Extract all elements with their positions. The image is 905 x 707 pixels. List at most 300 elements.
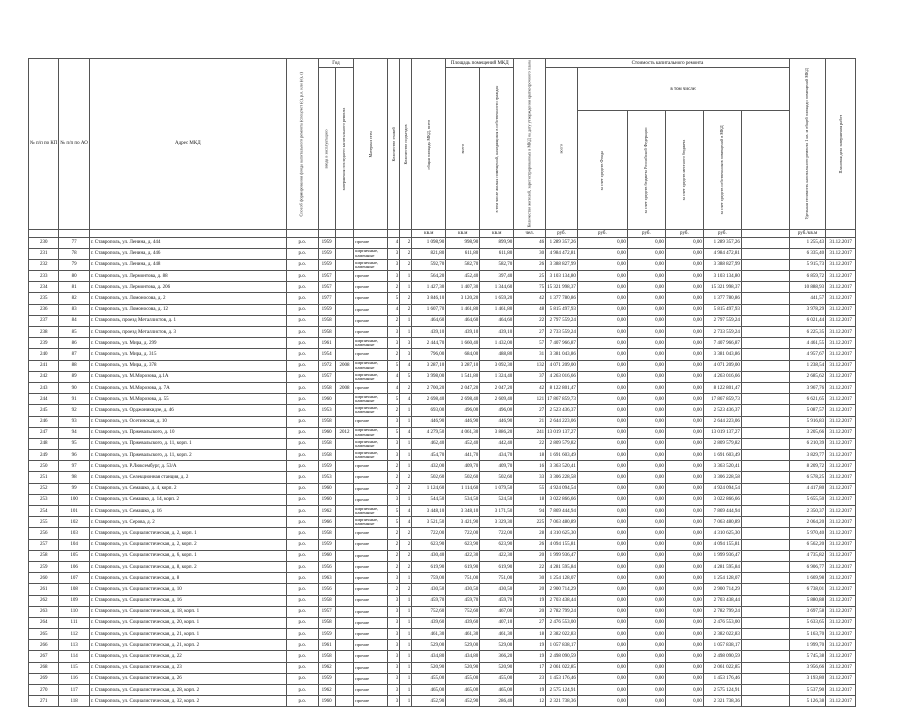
table-row [29,472,856,483]
cell-cost-owners: 2 809 579,82 [703,438,741,449]
cell-unit-cost: 3 967,76 [789,382,825,393]
cell-cost-local: 0,00 [665,573,703,584]
cell-cost-owners: 3 388 827,99 [703,259,741,270]
cell-year-repair [335,494,354,505]
cell-address: г. Ставрополь, ул. Мира, д. 315 [89,349,286,360]
cell-deadline: 31.12.2017 [826,640,856,651]
cell-address: г. Ставрополь, ул. Пржевальского, д. 11, корп. 2 [89,450,286,461]
cell-num-kp: 234 [29,282,59,293]
cell-cost-total: 4 263 016,66 [546,371,578,382]
cell-unit-cost: 4 735,82 [789,550,825,561]
cell-year-built: 1960 [318,427,335,438]
cell-num-kp: 240 [29,349,59,360]
cell-deadline: 31.12.2017 [826,662,856,673]
cell-unit-cost: 5 126,38 [789,696,825,707]
cell-cost-total: 2 575 124,91 [546,685,578,696]
cell-num-kp: 233 [29,271,59,282]
cell-floors: 2 [388,584,400,595]
cell-cost-local: 0,00 [665,494,703,505]
cell-spacer [741,539,789,550]
cell-year-repair: 2008 [335,382,354,393]
cell-cost-fund: 0,00 [577,461,627,472]
cell-cost-federal: 0,00 [627,360,665,371]
cell-wall-material: кирпичные, каменные [354,450,388,461]
cell-area-all: 1 407,30 [446,282,480,293]
cell-floors: 3 [388,617,400,628]
cell-area-all: 464,60 [446,315,480,326]
cell-year-built: 1958 [318,651,335,662]
cell-cost-fund: 0,00 [577,584,627,595]
cell-area-residential: 488,80 [480,349,514,360]
col-fund-method: Способ формирования фонда капитального ремонта (спецсчет (с), р.о. или (о), с) [286,59,318,230]
cell-year-built: 1966 [318,517,335,528]
cell-cost-local: 0,00 [665,427,703,438]
cell-address: г. Ставрополь, ул. Социалистическая, д. 6, корп. 1 [89,550,286,561]
cell-unit-cost: 1 669,98 [789,573,825,584]
cell-residents: 26 [514,259,546,270]
cell-num-kp: 244 [29,394,59,405]
cell-residents: 25 [514,271,546,282]
cell-unit-cost: 5 087,57 [789,405,825,416]
cell-fund-method: р.о. [286,327,318,338]
cell-cost-total: 13 019 137,27 [546,427,578,438]
cell-wall-material: прочие [354,685,388,696]
cell-year-built: 1958 [318,416,335,427]
cell-year-built: 1959 [318,629,335,640]
cell-address: г. Ставрополь, ул. М.Морозова, д. 7А [89,382,286,393]
cell-address: г. Ставрополь, ул. Социалистическая, д. 20, корп. 1 [89,617,286,628]
col-year-group: Год [318,59,354,68]
cell-cost-federal: 0,00 [627,506,665,517]
cell-cost-total: 2 733 559,24 [546,327,578,338]
table-row [29,673,856,684]
cell-cost-federal: 0,00 [627,550,665,561]
cell-deadline: 31.12.2017 [826,494,856,505]
cell-entrances: 2 [400,293,412,304]
cell-unit-cost: 8 209,72 [789,461,825,472]
cell-num-ao: 95 [59,438,89,449]
cell-fund-method: р.о. [286,293,318,304]
cell-floors: 2 [388,561,400,572]
cell-wall-material: прочие [354,640,388,651]
cell-floors: 5 [388,293,400,304]
cell-year-repair [335,629,354,640]
cell-area-all: 611,80 [446,248,480,259]
cell-total-area: 465,00 [412,685,446,696]
cell-num-kp: 250 [29,461,59,472]
cell-address: г. Ставрополь, ул. Р.Люксембург, д. 53/А [89,461,286,472]
cell-year-repair [335,640,354,651]
cell-floors: 5 [388,394,400,405]
cell-floors: 3 [388,271,400,282]
cell-num-ao: 102 [59,517,89,528]
cell-year-repair [335,685,354,696]
cell-fund-method: р.о. [286,617,318,628]
cell-residents: 21 [514,416,546,427]
cell-cost-owners: 2 782 799,24 [703,606,741,617]
cell-num-ao: 78 [59,248,89,259]
cell-deadline: 31.12.2017 [826,304,856,315]
cell-floors: 4 [388,304,400,315]
cell-deadline: 31.12.2017 [826,382,856,393]
cell-cost-total: 1 453 176,46 [546,673,578,684]
cell-num-ao: 87 [59,349,89,360]
cell-fund-method: р.о. [286,282,318,293]
cell-unit-cost: 4 461,55 [789,338,825,349]
cell-entrances: 2 [400,584,412,595]
cell-deadline: 31.12.2017 [826,327,856,338]
cell-year-built: 1962 [318,506,335,517]
cell-cost-total: 7 063 480,89 [546,517,578,528]
cell-area-residential: 496,00 [480,405,514,416]
cell-num-ao: 107 [59,573,89,584]
cell-entrances: 2 [400,550,412,561]
cell-floors: 3 [388,685,400,696]
cell-cost-local: 0,00 [665,506,703,517]
cell-cost-federal: 0,00 [627,584,665,595]
cell-cost-total: 2 797 559,24 [546,315,578,326]
cell-cost-owners: 3 306 228,58 [703,472,741,483]
cell-spacer [741,371,789,382]
table-row [29,494,856,505]
cell-num-kp: 243 [29,382,59,393]
cell-cost-owners: 2 476 553,00 [703,617,741,628]
cell-area-residential: 459,70 [480,595,514,606]
cell-cost-owners: 2 703 438,44 [703,595,741,606]
cell-total-area: 430,50 [412,584,446,595]
table-row [29,304,856,315]
cell-unit-cost: 2 064,20 [789,517,825,528]
cell-area-residential: 455,00 [480,673,514,684]
cell-cost-local: 0,00 [665,640,703,651]
cell-fund-method: р.о. [286,304,318,315]
cell-residents: 30 [514,248,546,259]
cell-area-all: 619,90 [446,561,480,572]
cell-entrances: 2 [400,561,412,572]
table-row [29,561,856,572]
cell-num-ao: 110 [59,606,89,617]
cell-entrances: 2 [400,259,412,270]
cell-cost-local: 0,00 [665,293,703,304]
cell-wall-material: прочие [354,382,388,393]
cell-cost-federal: 0,00 [627,438,665,449]
cell-residents: 20 [514,550,546,561]
cell-total-area: 529,00 [412,640,446,651]
cell-cost-owners: 4 281 595,84 [703,561,741,572]
cell-address: г. Ставрополь, ул. Семашко, д. 16 [89,506,286,517]
cell-year-built: 1960 [318,483,335,494]
cell-num-kp: 238 [29,327,59,338]
cell-year-repair [335,371,354,382]
table-row [29,461,856,472]
cell-cost-federal: 0,00 [627,517,665,528]
cell-unit-cost: 3 205,66 [789,427,825,438]
cell-year-built: 1960 [318,550,335,561]
cell-unit-cost: 4 957,67 [789,349,825,360]
cell-fund-method: р.о. [286,394,318,405]
cell-year-repair [335,517,354,528]
cell-unit-cost: 6 335,40 [789,248,825,259]
cell-cost-fund: 0,00 [577,506,627,517]
cell-cost-local: 0,00 [665,259,703,270]
cell-residents: 18 [514,450,546,461]
cell-cost-federal: 0,00 [627,651,665,662]
cell-floors: 3 [388,696,400,707]
cell-num-ao: 108 [59,584,89,595]
cell-cost-fund: 0,00 [577,304,627,315]
cell-cost-federal: 0,00 [627,573,665,584]
cell-cost-total: 3 103 134,80 [546,271,578,282]
cell-total-area: 434,80 [412,651,446,662]
cell-cost-total: 4 281 595,84 [546,561,578,572]
cell-deadline: 31.12.2017 [826,696,856,707]
cell-floors: 5 [388,427,400,438]
cell-num-ao: 117 [59,685,89,696]
cell-total-area: 1 124,60 [412,483,446,494]
cell-fund-method: р.о. [286,673,318,684]
cell-spacer [741,237,789,248]
cell-address: г. Ставрополь, ул. Орджоникидзе, д. 46 [89,405,286,416]
cell-cost-owners: 2 733 559,24 [703,327,741,338]
cell-year-built: 1977 [318,293,335,304]
unit-area-all: кв.м [446,229,480,237]
cell-area-all: 439,60 [446,617,480,628]
cell-wall-material: кирпичные, каменные [354,427,388,438]
table-row [29,696,856,707]
cell-area-residential: 623,90 [480,539,514,550]
cell-cost-federal: 0,00 [627,405,665,416]
cell-floors: 4 [388,371,400,382]
cell-spacer [741,483,789,494]
cell-num-kp: 258 [29,550,59,561]
col-cost-total: всего [546,68,578,230]
cell-area-all: 409,70 [446,461,480,472]
cell-wall-material: кирпичные, каменные [354,360,388,371]
cell-area-all: 496,00 [446,405,480,416]
cell-cost-federal: 0,00 [627,237,665,248]
cell-year-repair [335,696,354,707]
cell-area-residential: 1 324,40 [480,371,514,382]
unit-unit-cost: руб./кв.м [789,229,825,237]
cell-spacer [741,293,789,304]
cell-year-repair [335,438,354,449]
cell-cost-owners: 4 924 094,54 [703,483,741,494]
cell-cost-federal: 0,00 [627,472,665,483]
table-row [29,237,856,248]
cell-num-kp: 264 [29,617,59,628]
cell-num-kp: 241 [29,360,59,371]
cell-entrances: 5 [400,371,412,382]
cell-unit-cost: 6 562,20 [789,539,825,550]
cell-total-area: 2 700,20 [412,382,446,393]
table-row [29,528,856,539]
cell-year-built: 1958 [318,327,335,338]
cell-deadline: 31.12.2017 [826,584,856,595]
cell-spacer [741,662,789,673]
cell-num-kp: 266 [29,640,59,651]
cell-area-residential: 2 047,20 [480,382,514,393]
cell-floors: 2 [388,282,400,293]
cell-wall-material: прочие [354,315,388,326]
cell-spacer [741,494,789,505]
cell-unit-cost: 3 829,77 [789,450,825,461]
cell-cost-local: 0,00 [665,617,703,628]
cell-cost-owners: 7 063 480,89 [703,517,741,528]
cell-entrances: 4 [400,394,412,405]
cell-cost-local: 0,00 [665,629,703,640]
cell-num-ao: 104 [59,539,89,550]
cell-unit-cost: 441,57 [789,293,825,304]
cell-total-area: 3 287,10 [412,360,446,371]
cell-cost-federal: 0,00 [627,561,665,572]
cell-floors: 3 [388,606,400,617]
cell-entrances: 1 [400,416,412,427]
cell-year-repair [335,338,354,349]
cell-area-residential: 464,60 [480,315,514,326]
cell-year-repair [335,450,354,461]
cell-deadline: 31.12.2017 [826,371,856,382]
cell-cost-local: 0,00 [665,662,703,673]
cell-num-kp: 237 [29,315,59,326]
cell-num-kp: 257 [29,539,59,550]
cell-entrances: 1 [400,595,412,606]
cell-cost-owners: 3 381 043,86 [703,349,741,360]
cell-entrances: 1 [400,405,412,416]
cell-total-area: 520,90 [412,662,446,673]
cell-entrances: 2 [400,539,412,550]
cell-num-kp: 239 [29,338,59,349]
cell-spacer [741,472,789,483]
cell-wall-material: прочие [354,561,388,572]
cell-num-ao: 79 [59,259,89,270]
cell-wall-material: кирпичные, каменные [354,338,388,349]
cell-area-residential: 430,50 [480,584,514,595]
cell-cost-fund: 0,00 [577,293,627,304]
cell-total-area: 452,90 [412,696,446,707]
cell-area-residential: 611,80 [480,248,514,259]
table-row [29,338,856,349]
cell-num-kp: 235 [29,293,59,304]
cell-cost-total: 2 523 436,37 [546,405,578,416]
cell-num-kp: 252 [29,483,59,494]
cell-deadline: 31.12.2017 [826,315,856,326]
cell-address: г. Ставрополь, ул. Социалистическая, д. 2, корп. 2 [89,539,286,550]
table-row [29,271,856,282]
cell-year-built: 1963 [318,573,335,584]
table-row [29,651,856,662]
cell-wall-material: кирпичные, каменные [354,371,388,382]
cell-cost-local: 0,00 [665,382,703,393]
cell-floors: 3 [388,595,400,606]
cell-area-all: 1 114,60 [446,483,480,494]
col-cost-federal: за счет средств бюджета Российской Федерации [627,111,665,229]
cell-address: г. Ставрополь, ул. Социалистическая, д. 8 [89,573,286,584]
table-body [29,237,856,707]
cell-wall-material: прочие [354,696,388,707]
cell-year-repair [335,528,354,539]
cell-cost-federal: 0,00 [627,528,665,539]
cell-floors: 3 [388,259,400,270]
cell-fund-method: р.о. [286,315,318,326]
cell-deadline: 31.12.2017 [826,360,856,371]
cell-area-all: 534,50 [446,494,480,505]
cell-year-repair [335,416,354,427]
cell-fund-method: р.о. [286,550,318,561]
cell-deadline: 31.12.2017 [826,673,856,684]
cell-fund-method: р.о. [286,640,318,651]
cell-cost-local: 0,00 [665,584,703,595]
cell-floors: 3 [388,573,400,584]
cell-area-residential: 3 329,30 [480,517,514,528]
cell-address: г. Ставрополь, ул. Лермонтова, д. 88 [89,271,286,282]
table-row [29,427,856,438]
cell-spacer [741,394,789,405]
cell-entrances: 2 [400,304,412,315]
cell-cost-federal: 0,00 [627,606,665,617]
cell-cost-owners: 4 310 625,30 [703,528,741,539]
cell-residents: 22 [514,561,546,572]
cell-area-all: 2 698,40 [446,394,480,405]
cell-cost-owners: 2 900 714,29 [703,584,741,595]
cell-cost-owners: 2 644 223,06 [703,416,741,427]
table-row [29,438,856,449]
cell-unit-cost: 6 621,65 [789,394,825,405]
cell-wall-material: прочие [354,282,388,293]
cell-wall-material: кирпичные, каменные [354,506,388,517]
cell-residents: 121 [514,394,546,405]
cell-cost-owners: 3 103 134,80 [703,271,741,282]
cell-fund-method: р.о. [286,573,318,584]
cell-cost-owners: 2 321 738,36 [703,696,741,707]
cell-area-all: 465,00 [446,685,480,696]
cell-area-residential: 422,30 [480,550,514,561]
cell-floors: 3 [388,248,400,259]
cell-area-all: 582,70 [446,259,480,270]
cell-address: г. Ставрополь, ул. Ленина, д. 448 [89,259,286,270]
cell-spacer [741,450,789,461]
cell-cost-fund: 0,00 [577,416,627,427]
cell-year-built: 1960 [318,696,335,707]
cell-cost-federal: 0,00 [627,595,665,606]
cell-area-all: 684,00 [446,349,480,360]
cell-year-repair [335,584,354,595]
table-row [29,662,856,673]
cell-address: г. Ставрополь, ул. М.Морозова, д. 55 [89,394,286,405]
cell-entrances: 2 [400,483,412,494]
cell-floors: 3 [388,651,400,662]
cell-address: г. Ставрополь, ул. Ленина, д. 444 [89,237,286,248]
cell-cost-total: 2 382 022,83 [546,629,578,640]
cell-cost-federal: 0,00 [627,349,665,360]
cell-area-residential: 439,10 [480,327,514,338]
cell-year-repair [335,304,354,315]
cell-cost-total: 8 122 801,47 [546,382,578,393]
cell-num-kp: 230 [29,237,59,248]
cell-cost-owners: 2 061 022,85 [703,662,741,673]
cell-num-kp: 232 [29,259,59,270]
cell-num-ao: 100 [59,494,89,505]
cell-year-built: 1959 [318,259,335,270]
cell-spacer [741,282,789,293]
cell-deadline: 31.12.2017 [826,685,856,696]
cell-wall-material: кирпичные, каменные [354,259,388,270]
col-cost-group: Стоимость капитального ремонта [546,59,790,68]
cell-area-all: 422,30 [446,550,480,561]
table-row [29,573,856,584]
cell-floors: 3 [388,338,400,349]
cell-area-residential: 529,00 [480,640,514,651]
cell-entrances: 1 [400,315,412,326]
